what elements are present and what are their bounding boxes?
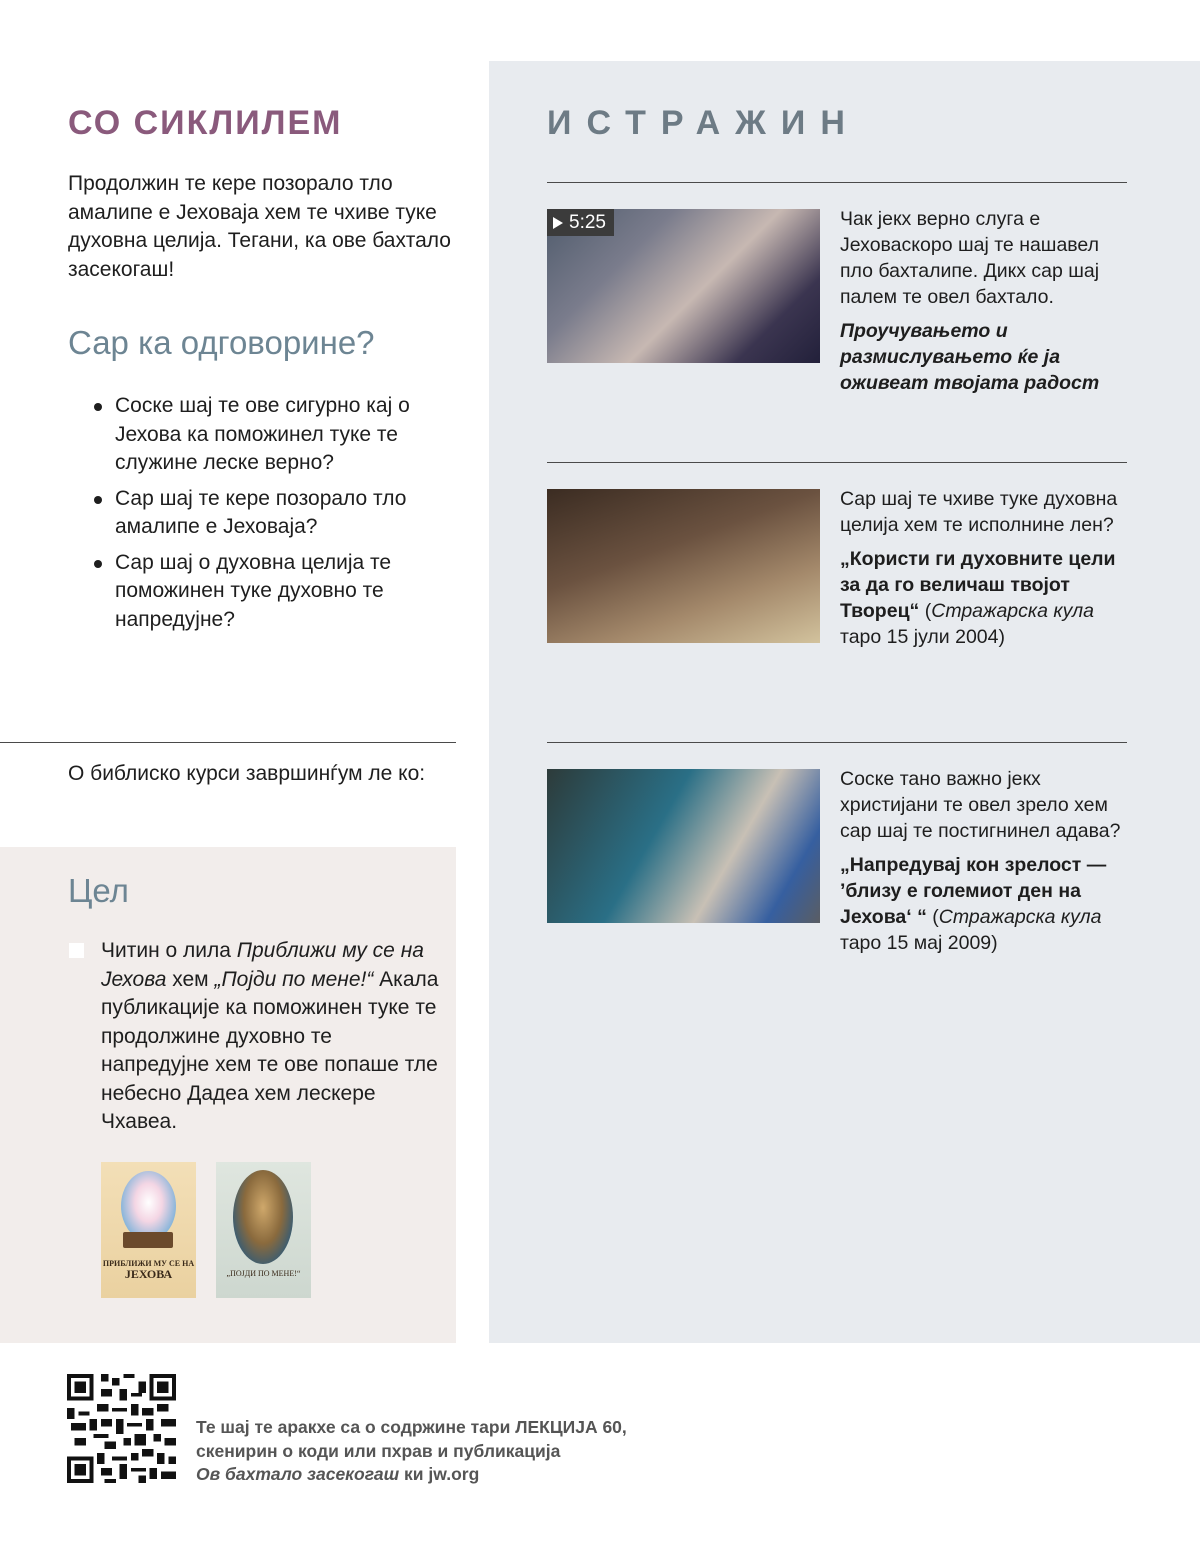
explore-heading: ИСТРАЖИН: [547, 104, 860, 142]
book-cover-title: „ПОЈДИ ПО МЕНЕ!“: [226, 1269, 301, 1278]
video-duration-badge[interactable]: [547, 209, 614, 236]
goal-book-title: „Појди по мене!“: [214, 967, 374, 991]
article-source: (Стражарска кула таро 15 јули 2004): [840, 600, 1130, 650]
goal-text-part: Акала публикације ка поможинен туке те продолжине духовно те напредујне хем те ове попаше тле небесно Дадеа хем лескере Чхавеа.: [101, 967, 439, 1133]
source-publication: Стражарска кула: [938, 906, 1102, 928]
open-bible-illustration: [123, 1232, 173, 1248]
recap-text: Продолжин те кере позорало тло амалипе е Јеховаја хем те чхиве туке духовна целија. Тегани, ка ове бахтало засекогаш!: [68, 172, 451, 281]
review-questions: [92, 392, 432, 641]
book-cover-title: [101, 1259, 196, 1281]
article-title[interactable]: „Напредувај кон зрелост — ’близу е големиот ден на Јехова‘ “: [840, 854, 1107, 928]
book-cover-title-big: ЈЕХОВА: [124, 1267, 173, 1281]
explore-item-link[interactable]: [840, 852, 1130, 956]
review-question: Сар шај те кере позорало тло амалипе е Јеховаја?: [92, 485, 432, 542]
goal-book-title: Приближи му се на Јехова: [101, 939, 424, 991]
video-duration: 5:25: [569, 212, 606, 233]
jesus-oval-illustration: [233, 1170, 293, 1264]
explore-item-question: Чак јекх верно слуга е Јеховаскоро шај те нашавел пло бахталипе. Дикх сар шај палем те овел бахтало.: [840, 208, 1100, 308]
article-source: (Стражарска кула таро 15 мај 2009): [840, 906, 1130, 956]
explore-divider: [547, 462, 1127, 463]
goal-heading: Цел: [68, 872, 129, 909]
goal-checkbox[interactable]: [69, 943, 84, 958]
video-thumbnail[interactable]: [547, 209, 820, 363]
completed-label: О библиско курси завршинѓум ле ко:: [68, 762, 426, 785]
goal-text-part: Читин о лила: [101, 939, 237, 962]
footer-line: Те шај те аракхе са о содржине тари ЛЕКЦИЈА 60,: [196, 1417, 627, 1437]
recap-heading: СО СИКЛИЛЕМ: [68, 104, 343, 142]
explore-item-link[interactable]: [840, 546, 1130, 650]
explore-item-question: Соске тано важно јекх христијани те овел зрело хем сар шај те постигнинел адава?: [840, 768, 1121, 842]
goal-text: [101, 937, 441, 1137]
footer-publication: Ов бахтало засекогаш: [196, 1464, 400, 1484]
explore-divider: [547, 182, 1127, 183]
book-cover-title-small: ПРИБЛИЖИ МУ СЕ НА: [102, 1259, 195, 1268]
article-image-writing: [547, 489, 820, 643]
footer-text: [196, 1416, 676, 1487]
source-publication: Стражарска кула: [931, 600, 1094, 622]
source-date: таро 15 јули 2004): [840, 626, 1005, 648]
source-date: таро 15 мај 2009): [840, 932, 998, 954]
explore-divider: [547, 742, 1127, 743]
explore-item-link[interactable]: Проучувањето и размислувањето ќе ја оживеат твојата радост: [840, 320, 1100, 394]
play-icon: [553, 217, 563, 229]
review-question: Сар шај о духовна целија те поможинен туке духовно те напредујне?: [92, 549, 432, 635]
qr-code-icon[interactable]: [67, 1374, 176, 1483]
article-title[interactable]: „Користи ги духовните цели за да го величаш твојот Творец“: [840, 548, 1116, 622]
review-heading: Сар ка одговорине?: [68, 324, 375, 361]
book-cover-draw-close[interactable]: [101, 1162, 196, 1298]
explore-item-question: Сар шај те чхиве туке духовна целија хем те исполнине лен?: [840, 488, 1118, 536]
review-question: Соске шај те ове сигурно кај о Јехова ка поможинел туке те служине леске верно?: [92, 392, 432, 478]
completed-divider: [0, 742, 456, 743]
footer-line: скенирин о коди или пхрав и публикација: [196, 1440, 561, 1461]
footer-site[interactable]: ки jw.org: [399, 1464, 480, 1484]
book-cover-follow-me[interactable]: [216, 1162, 311, 1298]
goal-text-part: хем: [166, 967, 215, 991]
cloud-oval-illustration: [121, 1171, 176, 1241]
article-image-conversation: [547, 769, 820, 923]
